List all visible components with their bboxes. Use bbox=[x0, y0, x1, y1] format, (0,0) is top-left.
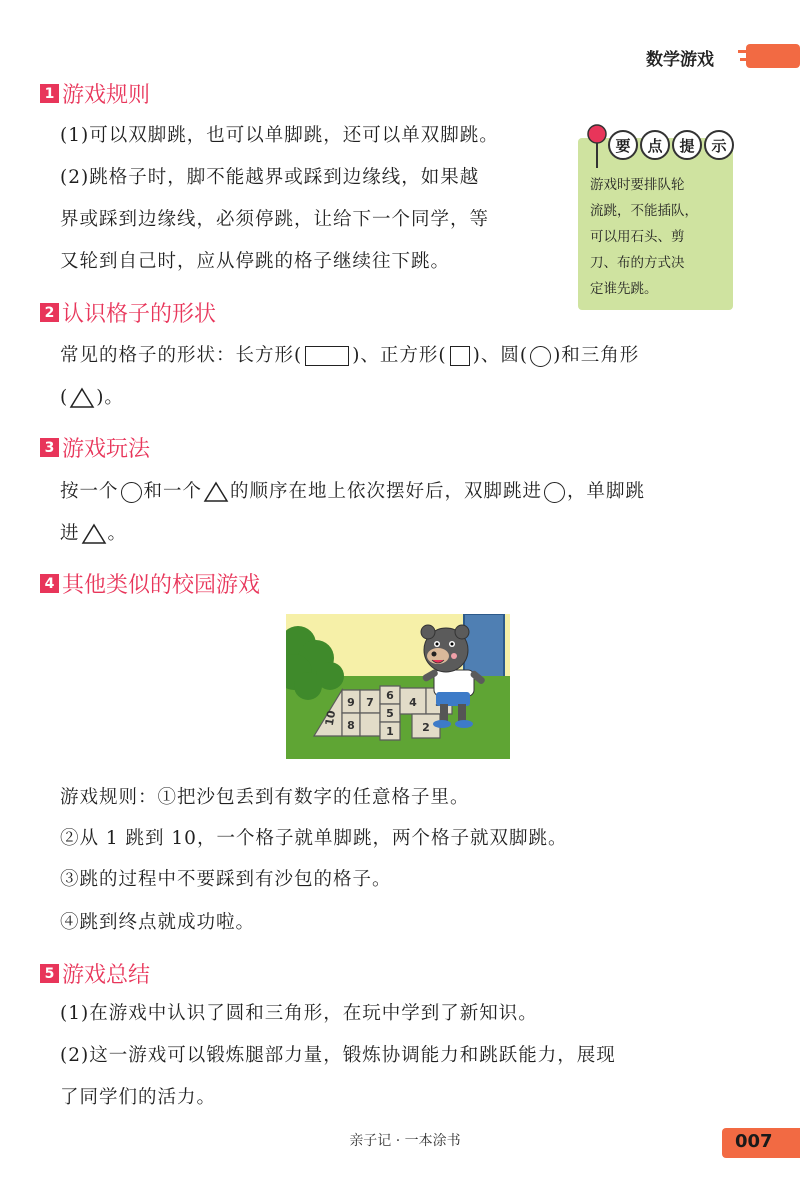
section-number: 4 bbox=[40, 574, 59, 593]
section-5-heading bbox=[40, 958, 150, 989]
circle-shape-icon bbox=[544, 482, 565, 503]
summary-line-2b: 了同学们的活力。 bbox=[60, 1087, 217, 1108]
tip-title-char: 示 bbox=[704, 130, 734, 160]
footer-text: 亲子记 · 一本涂书 bbox=[349, 1133, 461, 1149]
section-title: 认识格子的形状 bbox=[62, 302, 217, 327]
tip-line: 游戏时要排队轮 bbox=[590, 177, 685, 193]
triangle-shape-icon bbox=[69, 387, 95, 409]
square-shape-icon bbox=[450, 346, 470, 366]
tip-line: 刀、布的方式决 bbox=[590, 255, 685, 271]
tip-line: 定谁先跳。 bbox=[590, 281, 658, 297]
tip-line: 流跳，不能插队， bbox=[590, 203, 698, 219]
shapes-line-2 bbox=[60, 378, 124, 418]
rule-line-2b: 界或踩到边缘线，必须停跳，让给下一个同学，等 bbox=[60, 209, 490, 230]
rule-line-1: (1)可以双脚跳，也可以单脚跳，还可以单双脚跳。 bbox=[60, 125, 499, 146]
header-color-bar bbox=[738, 42, 800, 70]
play-line-1 bbox=[60, 472, 645, 512]
section-title: 游戏总结 bbox=[62, 963, 151, 988]
rule-line-2a: (2)跳格子时，脚不能越界或踩到边缘线，如果越 bbox=[60, 167, 480, 188]
tip-line: 可以用石头、剪 bbox=[590, 229, 685, 245]
grid-number: 6 bbox=[386, 689, 394, 702]
play-text: 和一个 bbox=[143, 481, 203, 502]
play-text: ，单脚跳 bbox=[567, 481, 646, 502]
section-4-heading bbox=[40, 568, 260, 599]
hopscotch-illustration bbox=[286, 614, 510, 759]
rectangle-shape-icon bbox=[305, 346, 349, 366]
summary-line-1: (1)在游戏中认识了圆和三角形，在玩中学到了新知识。 bbox=[60, 1003, 538, 1024]
play-text: 按一个 bbox=[60, 481, 119, 502]
tip-title-char: 点 bbox=[640, 130, 670, 160]
play-text: 的顺序在地上依次摆好后，双脚跳进 bbox=[230, 481, 543, 502]
tip-title-char: 提 bbox=[672, 130, 702, 160]
summary-line-2a: (2)这一游戏可以锻炼腿部力量，锻炼协调能力和跳跃能力，展现 bbox=[60, 1045, 616, 1066]
shapes-text: )和三角形 bbox=[553, 345, 640, 366]
pushpin-icon bbox=[585, 124, 609, 170]
section-title: 游戏规则 bbox=[62, 83, 151, 108]
section-2-heading bbox=[40, 297, 216, 328]
other-rule-4: ④跳到终点就成功啦。 bbox=[60, 912, 256, 933]
grid-number: 10 bbox=[322, 709, 339, 727]
rule-line-2c: 又轮到自己时，应从停跳的格子继续往下跳。 bbox=[60, 251, 451, 272]
shapes-text: )、正方形( bbox=[352, 345, 447, 366]
triangle-shape-icon bbox=[203, 481, 229, 503]
section-number: 2 bbox=[40, 303, 59, 322]
tip-title-char: 要 bbox=[608, 130, 638, 160]
other-rule-1: 游戏规则：①把沙包丢到有数字的任意格子里。 bbox=[60, 787, 470, 808]
page-number: 007 bbox=[735, 1131, 773, 1152]
grid-number: 1 bbox=[386, 725, 394, 738]
other-rule-2: ②从 1 跳到 10，一个格子就单脚跳，两个格子就双脚跳。 bbox=[60, 828, 568, 849]
section-title: 其他类似的校园游戏 bbox=[62, 573, 261, 598]
other-rule-3: ③跳的过程中不要踩到有沙包的格子。 bbox=[60, 869, 392, 890]
play-text: 进 bbox=[60, 523, 80, 544]
tip-text bbox=[590, 172, 725, 302]
circle-shape-icon bbox=[530, 346, 551, 367]
grid-number: 8 bbox=[347, 719, 355, 732]
grid-number: 7 bbox=[366, 696, 374, 709]
section-number: 3 bbox=[40, 438, 59, 457]
section-3-heading bbox=[40, 432, 150, 463]
section-1-heading bbox=[40, 78, 150, 109]
tip-title bbox=[608, 130, 734, 160]
grid-number: 4 bbox=[409, 696, 417, 709]
play-line-2 bbox=[60, 514, 127, 554]
grid-number: 2 bbox=[422, 721, 430, 734]
section-title: 游戏玩法 bbox=[62, 437, 151, 462]
section-number: 5 bbox=[40, 964, 59, 983]
grid-number: 9 bbox=[347, 696, 355, 709]
shapes-line-1 bbox=[60, 336, 639, 376]
circle-shape-icon bbox=[121, 482, 142, 503]
grid-number: 5 bbox=[386, 707, 394, 720]
shapes-text: 常见的格子的形状：长方形( bbox=[60, 345, 303, 366]
running-header: 数学游戏 bbox=[646, 50, 714, 70]
section-number: 1 bbox=[40, 84, 59, 103]
triangle-shape-icon bbox=[81, 523, 107, 545]
shapes-text: )。 bbox=[96, 387, 124, 408]
shapes-text: ( bbox=[60, 387, 69, 408]
shapes-text: )、圆( bbox=[472, 345, 529, 366]
play-text: 。 bbox=[107, 523, 128, 544]
